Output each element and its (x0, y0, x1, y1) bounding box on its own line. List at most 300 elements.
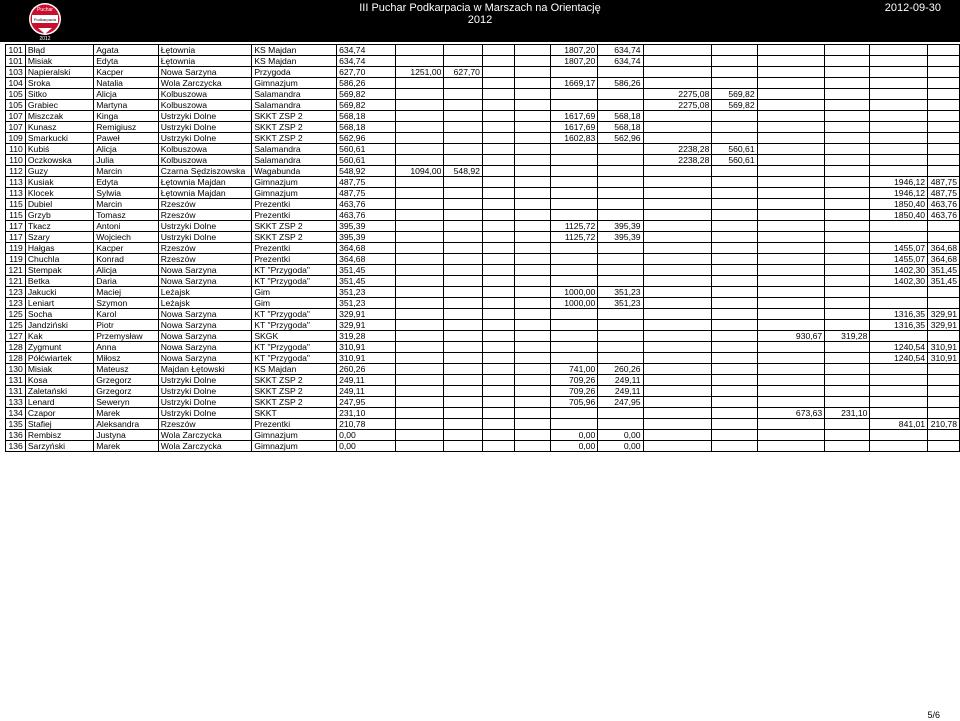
cell-points: 586,26 (337, 78, 396, 89)
cell-r5-time (757, 155, 825, 166)
table-row (6, 122, 960, 133)
cell-r2-time (482, 254, 514, 265)
cell-r1-time (395, 177, 444, 188)
cell-town: Wola Zarczycka (158, 78, 252, 89)
cell-r4-time (643, 298, 712, 309)
cell-r1-points (444, 364, 483, 375)
cell-r1-time (395, 320, 444, 331)
cell-place: 101 (6, 56, 26, 67)
cell-r1-points (444, 276, 483, 287)
cell-r5-points (825, 221, 870, 232)
cell-r1-time (395, 265, 444, 276)
cell-club: KT "Przygoda" (252, 276, 337, 287)
cell-r3-points: 568,18 (598, 111, 643, 122)
cell-r3-time (551, 89, 598, 100)
table-row (6, 419, 960, 430)
cell-town: Łętownia (158, 45, 252, 56)
cell-r4-time: 2275,08 (643, 89, 712, 100)
cell-r3-points (598, 353, 643, 364)
table-row (6, 177, 960, 188)
cell-r2-points (514, 188, 550, 199)
cell-r6-points (928, 232, 960, 243)
cell-r4-points: 560,61 (712, 155, 757, 166)
cell-club: Gimnazjum (252, 441, 337, 452)
cell-r1-time (395, 364, 444, 375)
cell-first-name: Maciej (94, 287, 159, 298)
cell-r6-time: 1402,30 (870, 276, 928, 287)
cell-r2-time (482, 243, 514, 254)
cell-r3-points (598, 155, 643, 166)
cell-r3-time (551, 408, 598, 419)
cell-r3-points (598, 67, 643, 78)
cell-points: 0,00 (337, 441, 396, 452)
cell-r2-time (482, 78, 514, 89)
cell-r1-points (444, 144, 483, 155)
cell-town: Nowa Sarzyna (158, 309, 252, 320)
cell-r5-time (757, 56, 825, 67)
cell-r6-time: 1240,54 (870, 342, 928, 353)
cell-r3-points (598, 144, 643, 155)
cell-place: 131 (6, 375, 26, 386)
cell-r2-points (514, 408, 550, 419)
cell-r6-time: 1455,07 (870, 243, 928, 254)
cell-r4-points (712, 353, 757, 364)
cell-first-name: Aleksandra (94, 419, 159, 430)
cell-r6-time: 1946,12 (870, 177, 928, 188)
cell-club: Gim (252, 287, 337, 298)
cell-town: Ustrzyki Dolne (158, 408, 252, 419)
cell-r1-time (395, 232, 444, 243)
results-table (5, 44, 960, 452)
cell-place: 125 (6, 320, 26, 331)
cell-first-name: Grzegorz (94, 375, 159, 386)
cell-r2-points (514, 287, 550, 298)
cell-r2-time (482, 408, 514, 419)
cell-r1-time (395, 133, 444, 144)
page-header (0, 0, 960, 42)
table-row (6, 287, 960, 298)
cell-place: 105 (6, 100, 26, 111)
cell-r5-time (757, 210, 825, 221)
title-line-1: III Puchar Podkarpacia w Marszach na Orientację (359, 2, 601, 14)
cell-r5-points (825, 188, 870, 199)
cell-r6-time (870, 67, 928, 78)
table-row (6, 353, 960, 364)
cell-r2-time (482, 331, 514, 342)
cell-r4-points (712, 276, 757, 287)
cell-r5-time (757, 188, 825, 199)
cell-r2-points (514, 133, 550, 144)
cell-town: Ustrzyki Dolne (158, 397, 252, 408)
cell-r3-points (598, 199, 643, 210)
cell-r1-points (444, 430, 483, 441)
cell-first-name: Marek (94, 441, 159, 452)
cell-r6-time (870, 287, 928, 298)
cell-surname: Tkacz (25, 221, 93, 232)
cell-r2-time (482, 397, 514, 408)
table-row (6, 221, 960, 232)
cell-r3-points: 395,39 (598, 221, 643, 232)
cell-r6-points (928, 408, 960, 419)
cell-r2-points (514, 45, 550, 56)
cell-surname: Hałgas (25, 243, 93, 254)
cell-r1-points (444, 287, 483, 298)
cell-r3-time: 0,00 (551, 430, 598, 441)
cell-points: 351,45 (337, 265, 396, 276)
cell-r1-points (444, 122, 483, 133)
cell-r1-time (395, 243, 444, 254)
cell-r4-points (712, 254, 757, 265)
cell-points: 351,23 (337, 298, 396, 309)
cell-r1-points (444, 254, 483, 265)
cell-r4-points (712, 375, 757, 386)
cell-r2-time (482, 221, 514, 232)
cell-r2-points (514, 276, 550, 287)
cell-r1-points (444, 419, 483, 430)
cell-club: Salamandra (252, 89, 337, 100)
cell-r1-time (395, 254, 444, 265)
cell-r3-time: 1807,20 (551, 45, 598, 56)
svg-text:Puchar: Puchar (37, 7, 53, 13)
cell-r3-points: 260,26 (598, 364, 643, 375)
cell-r3-time (551, 331, 598, 342)
cell-r6-points (928, 441, 960, 452)
cell-r2-time (482, 210, 514, 221)
cell-r5-points (825, 243, 870, 254)
cell-r1-points (444, 243, 483, 254)
cell-first-name: Konrad (94, 254, 159, 265)
cell-r1-points (444, 265, 483, 276)
cell-r6-points (928, 111, 960, 122)
cell-r5-time (757, 265, 825, 276)
cell-surname: Betka (25, 276, 93, 287)
cell-town: Ustrzyki Dolne (158, 221, 252, 232)
cell-r4-points: 569,82 (712, 100, 757, 111)
cell-r5-time (757, 166, 825, 177)
cell-r1-time (395, 111, 444, 122)
cell-points: 249,11 (337, 386, 396, 397)
cell-club: Gimnazjum (252, 188, 337, 199)
cell-r6-time (870, 331, 928, 342)
title-line-2: 2012 (467, 14, 493, 26)
cell-r6-time (870, 45, 928, 56)
table-row (6, 56, 960, 67)
cell-r5-points (825, 210, 870, 221)
cell-r4-time (643, 342, 712, 353)
table-row (6, 298, 960, 309)
cell-first-name: Seweryn (94, 397, 159, 408)
cell-r5-time (757, 89, 825, 100)
table-row (6, 364, 960, 375)
cell-r1-points (444, 441, 483, 452)
cell-r3-time (551, 199, 598, 210)
table-row (6, 331, 960, 342)
cell-r1-time (395, 155, 444, 166)
cell-r4-points (712, 331, 757, 342)
table-row (6, 430, 960, 441)
cell-r2-time (482, 166, 514, 177)
cell-r1-time (395, 78, 444, 89)
table-row (6, 78, 960, 89)
cell-r6-time (870, 408, 928, 419)
cell-town: Nowa Sarzyna (158, 67, 252, 78)
table-row (6, 155, 960, 166)
cell-r5-time (757, 430, 825, 441)
cell-r3-points (598, 276, 643, 287)
cell-first-name: Remigiusz (94, 122, 159, 133)
cell-r6-time: 1316,35 (870, 309, 928, 320)
table-row (6, 210, 960, 221)
cell-place: 113 (6, 177, 26, 188)
cell-r5-points (825, 122, 870, 133)
cell-first-name: Karol (94, 309, 159, 320)
cell-r2-time (482, 177, 514, 188)
cell-r4-time (643, 133, 712, 144)
cell-r5-time (757, 254, 825, 265)
table-row (6, 243, 960, 254)
cell-r1-time (395, 353, 444, 364)
cell-club: Gimnazjum (252, 177, 337, 188)
cell-r6-time: 1850,40 (870, 210, 928, 221)
document-date: 2012-09-30 (884, 2, 941, 14)
cell-r6-time: 1946,12 (870, 188, 928, 199)
cell-place: 125 (6, 309, 26, 320)
cell-r4-time (643, 199, 712, 210)
cell-town: Leżajsk (158, 287, 252, 298)
cell-r3-points (598, 100, 643, 111)
cell-r6-points (928, 78, 960, 89)
cell-r3-time (551, 309, 598, 320)
cell-club: SKKT ZSP 2 (252, 397, 337, 408)
cell-r5-time (757, 45, 825, 56)
cell-r2-points (514, 331, 550, 342)
cell-points: 395,39 (337, 232, 396, 243)
cell-place: 136 (6, 441, 26, 452)
cell-surname: Klocek (25, 188, 93, 199)
cell-r2-time (482, 144, 514, 155)
table-row (6, 309, 960, 320)
cell-r6-time: 1240,54 (870, 353, 928, 364)
cell-place: 101 (6, 45, 26, 56)
cell-r6-time (870, 430, 928, 441)
cell-r1-time (395, 276, 444, 287)
cell-r1-points (444, 177, 483, 188)
cell-r1-time (395, 430, 444, 441)
cell-r6-points (928, 331, 960, 342)
cell-points: 560,61 (337, 144, 396, 155)
cell-first-name: Martyna (94, 100, 159, 111)
cell-r4-time: 2238,28 (643, 155, 712, 166)
cell-r4-points (712, 188, 757, 199)
cell-club: Gimnazjum (252, 430, 337, 441)
cell-surname: Leniart (25, 298, 93, 309)
cell-surname: Kubiś (25, 144, 93, 155)
cell-r4-points (712, 430, 757, 441)
cell-r3-time: 1000,00 (551, 298, 598, 309)
table-row (6, 254, 960, 265)
cell-r4-time (643, 419, 712, 430)
cell-club: Salamandra (252, 144, 337, 155)
cell-r4-time (643, 166, 712, 177)
cell-first-name: Edyta (94, 56, 159, 67)
cell-r4-points (712, 122, 757, 133)
cell-r2-points (514, 309, 550, 320)
cell-r6-points: 364,68 (928, 254, 960, 265)
cell-surname: Półćwiartek (25, 353, 93, 364)
cell-r6-time (870, 397, 928, 408)
cell-r1-time (395, 199, 444, 210)
cell-points: 560,61 (337, 155, 396, 166)
cell-points: 395,39 (337, 221, 396, 232)
cell-r5-points (825, 419, 870, 430)
cell-r1-points (444, 331, 483, 342)
cell-r2-time (482, 430, 514, 441)
cell-place: 110 (6, 155, 26, 166)
cell-surname: Socha (25, 309, 93, 320)
cell-r5-points (825, 155, 870, 166)
cell-r2-points (514, 320, 550, 331)
cell-r2-points (514, 78, 550, 89)
cell-r5-time (757, 375, 825, 386)
cell-r1-points (444, 342, 483, 353)
cell-r4-time (643, 221, 712, 232)
cell-r3-time: 709,26 (551, 375, 598, 386)
cell-r5-time (757, 287, 825, 298)
cell-first-name: Alicja (94, 89, 159, 100)
cell-r3-time (551, 144, 598, 155)
cell-r1-time (395, 210, 444, 221)
cell-r3-time: 1617,69 (551, 111, 598, 122)
cell-r4-time (643, 177, 712, 188)
cell-r2-time (482, 122, 514, 133)
cell-club: KS Majdan (252, 56, 337, 67)
cell-r2-time (482, 375, 514, 386)
cell-r4-time: 2275,08 (643, 100, 712, 111)
cell-surname: Szary (25, 232, 93, 243)
cell-r6-points (928, 155, 960, 166)
cell-r5-time (757, 419, 825, 430)
cell-points: 463,76 (337, 199, 396, 210)
cell-points: 0,00 (337, 430, 396, 441)
cell-r1-time (395, 298, 444, 309)
cell-first-name: Julia (94, 155, 159, 166)
cell-town: Nowa Sarzyna (158, 331, 252, 342)
cell-surname: Napieralski (25, 67, 93, 78)
cell-first-name: Marek (94, 408, 159, 419)
cell-town: Ustrzyki Dolne (158, 122, 252, 133)
cell-r4-time (643, 67, 712, 78)
cell-town: Łętownia Majdan (158, 177, 252, 188)
cell-r1-time (395, 144, 444, 155)
cell-first-name: Sylwia (94, 188, 159, 199)
cell-town: Rzeszów (158, 419, 252, 430)
cell-town: Leżajsk (158, 298, 252, 309)
cell-points: 634,74 (337, 56, 396, 67)
cell-r4-points (712, 298, 757, 309)
cell-first-name: Kinga (94, 111, 159, 122)
cell-r3-points (598, 254, 643, 265)
table-row (6, 133, 960, 144)
cell-r4-points (712, 441, 757, 452)
cell-place: 115 (6, 199, 26, 210)
cell-r3-time: 741,00 (551, 364, 598, 375)
table-row (6, 408, 960, 419)
cell-r5-time (757, 133, 825, 144)
cell-r6-points (928, 45, 960, 56)
cell-club: SKKT ZSP 2 (252, 232, 337, 243)
cell-r4-points (712, 56, 757, 67)
cell-points: 548,92 (337, 166, 396, 177)
cell-r2-time (482, 364, 514, 375)
cell-r3-points: 0,00 (598, 441, 643, 452)
cell-club: KT "Przygoda" (252, 309, 337, 320)
svg-text:Podkarpacia: Podkarpacia (33, 17, 57, 22)
cell-r1-time (395, 419, 444, 430)
cell-r1-points (444, 133, 483, 144)
cell-r1-time (395, 375, 444, 386)
cell-r6-points (928, 221, 960, 232)
cell-r2-points (514, 243, 550, 254)
cell-surname: Stafiej (25, 419, 93, 430)
cell-r6-time (870, 155, 928, 166)
cell-surname: Misiak (25, 364, 93, 375)
cell-r4-points (712, 309, 757, 320)
cell-r4-points (712, 397, 757, 408)
cell-r2-points (514, 430, 550, 441)
cell-r6-time (870, 364, 928, 375)
cell-place: 119 (6, 254, 26, 265)
cell-surname: Jakucki (25, 287, 93, 298)
cell-r6-points: 329,91 (928, 309, 960, 320)
cell-r1-points (444, 199, 483, 210)
cell-r1-time (395, 100, 444, 111)
cell-town: Nowa Sarzyna (158, 265, 252, 276)
cell-r4-points (712, 408, 757, 419)
cell-r2-points (514, 144, 550, 155)
cell-surname: Oczkowska (25, 155, 93, 166)
cell-club: Gimnazjum (252, 78, 337, 89)
cell-r3-points (598, 89, 643, 100)
cell-club: KS Majdan (252, 364, 337, 375)
cell-r3-points (598, 265, 643, 276)
page-number: 5/6 (927, 710, 940, 720)
cell-r4-points (712, 177, 757, 188)
cell-r1-time (395, 56, 444, 67)
cell-place: 112 (6, 166, 26, 177)
table-row (6, 199, 960, 210)
cell-r3-time: 1125,72 (551, 221, 598, 232)
cell-r4-time (643, 254, 712, 265)
cell-town: Wola Zarczycka (158, 441, 252, 452)
cell-r6-time (870, 122, 928, 133)
cell-r3-points (598, 166, 643, 177)
cell-r3-points: 247,95 (598, 397, 643, 408)
cell-r1-points (444, 375, 483, 386)
cell-r1-points (444, 298, 483, 309)
cell-town: Kolbuszowa (158, 100, 252, 111)
cell-surname: Lenard (25, 397, 93, 408)
cell-surname: Kusiak (25, 177, 93, 188)
cell-r6-time: 1402,30 (870, 265, 928, 276)
cell-r3-time: 1617,69 (551, 122, 598, 133)
cell-r2-time (482, 276, 514, 287)
cell-r2-points (514, 177, 550, 188)
cell-r3-points: 0,00 (598, 430, 643, 441)
cell-r5-points (825, 364, 870, 375)
cell-r5-points (825, 276, 870, 287)
table-row (6, 89, 960, 100)
cell-first-name: Grzegorz (94, 386, 159, 397)
